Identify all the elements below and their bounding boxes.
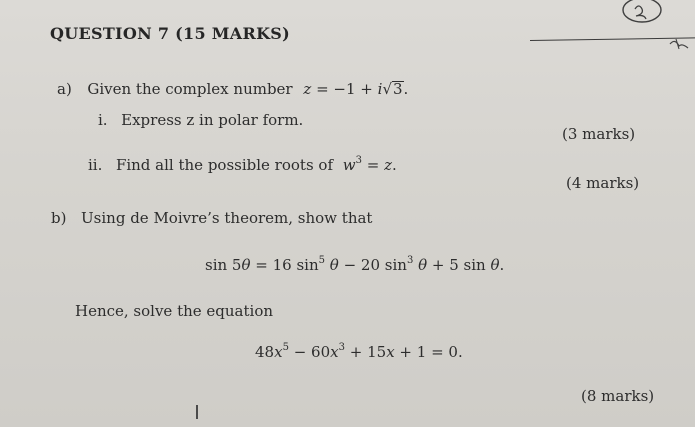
part-b-text: Using de Moivre’s theorem, show that [81, 209, 373, 227]
sub-ii-formula: $w^3 = z$. [342, 155, 397, 174]
part-b-line [51, 209, 372, 227]
hence-text: Hence, solve the equation [75, 302, 274, 320]
question-title: QUESTION 7 (15 MARKS) [50, 24, 291, 43]
sub-ii-text: Find all the possible roots of [115, 156, 333, 174]
handwritten-tick-mark [668, 36, 692, 52]
part-a-line [57, 80, 408, 98]
sub-i-label: i. [98, 111, 108, 129]
part-b-marks: (8 marks) [581, 387, 655, 405]
identity-formula: sin 5θ = 16 $\sin^5 \theta - 20$ $\sin^3 \theta + 5$ sin θ. [205, 255, 505, 274]
part-a-intro: Given the complex number [87, 80, 293, 98]
part-a-formula: z = −1 + i√3. [303, 80, 409, 98]
sub-i-line [98, 111, 303, 129]
sub-ii-label: ii. [88, 156, 103, 174]
sub-i-text: Express z in polar form. [121, 111, 304, 129]
sub-ii-marks: (4 marks) [566, 174, 640, 192]
sub-i-marks: (3 marks) [562, 125, 636, 143]
stray-pen-mark [196, 405, 198, 419]
sub-ii-line [88, 156, 397, 174]
part-a-label: a) [57, 80, 72, 98]
handwritten-circle-mark [618, 0, 668, 26]
part-b-label: b) [51, 209, 67, 227]
equation-formula: $48x^5 - 60x^3 + 15x + 1 = 0$. [255, 342, 463, 361]
